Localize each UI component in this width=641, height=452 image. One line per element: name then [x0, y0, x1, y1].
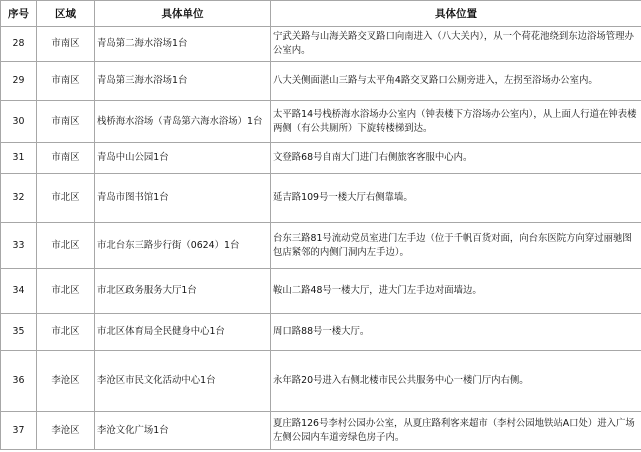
row-location: 文登路68号自南大门进门右侧旅客客服中心内。: [271, 143, 641, 174]
row-district: 市北区: [37, 269, 95, 314]
row-no: 28: [1, 27, 37, 62]
table-row: [1, 101, 641, 143]
row-location: 太平路14号栈桥海水浴场办公室内（钟表楼下方浴场办公室内），从上面人行道在钟表楼两侧（有公共厕所）下旋转楼梯到达。: [271, 101, 641, 143]
row-unit: 李沧文化广场1台: [95, 412, 271, 450]
row-unit: 栈桥海水浴场（青岛第六海水浴场）1台: [95, 101, 271, 143]
row-unit: 市北区政务服务大厅1台: [95, 269, 271, 314]
table-row: [1, 62, 641, 101]
header-unit: 具体单位: [95, 1, 271, 27]
row-location: 夏庄路126号李村公园办公室，从夏庄路利客来超市（李村公园地铁站A口处）进入广场左侧公园内车道旁绿色房子内。: [271, 412, 641, 450]
row-unit: 市北台东三路步行街（0624）1台: [95, 223, 271, 269]
header-no: 序号: [1, 1, 37, 27]
row-district: 市北区: [37, 174, 95, 223]
row-district: 市北区: [37, 314, 95, 351]
table-row: [1, 314, 641, 351]
row-no: 29: [1, 62, 37, 101]
row-location: 八大关侧面湛山三路与太平角4路交叉路口公厕旁进入，左拐至浴场办公室内。: [271, 62, 641, 101]
row-no: 32: [1, 174, 37, 223]
table-row: [1, 223, 641, 269]
row-no: 36: [1, 351, 37, 412]
row-location: 鞍山二路48号一楼大厅，进大门左手边对面墙边。: [271, 269, 641, 314]
row-unit: 青岛第三海水浴场1台: [95, 62, 271, 101]
table-row: [1, 143, 641, 174]
row-no: 30: [1, 101, 37, 143]
row-unit: 青岛第二海水浴场1台: [95, 27, 271, 62]
row-location: 台东三路81号流动党员室进门左手边（位于千帆百货对面，向台东医院方向穿过丽驰图包店紧邻的内侧门洞内左手边）。: [271, 223, 641, 269]
row-district: 市北区: [37, 223, 95, 269]
row-unit: 李沧区市民文化活动中心1台: [95, 351, 271, 412]
row-district: 市南区: [37, 27, 95, 62]
row-district: 市南区: [37, 143, 95, 174]
table-row: [1, 412, 641, 450]
row-no: 37: [1, 412, 37, 450]
row-location: 延吉路109号一楼大厅右侧靠墙。: [271, 174, 641, 223]
row-no: 33: [1, 223, 37, 269]
table-row: [1, 27, 641, 62]
table-header-row: [1, 1, 641, 27]
table-row: [1, 351, 641, 412]
row-no: 35: [1, 314, 37, 351]
row-no: 34: [1, 269, 37, 314]
table-row: [1, 174, 641, 223]
row-location: 永年路20号进入右侧北楼市民公共服务中心一楼门厅内右侧。: [271, 351, 641, 412]
header-district: 区域: [37, 1, 95, 27]
header-location: 具体位置: [271, 1, 641, 27]
row-district: 市南区: [37, 101, 95, 143]
row-unit: 青岛中山公园1台: [95, 143, 271, 174]
row-unit: 市北区体育局全民健身中心1台: [95, 314, 271, 351]
row-district: 李沧区: [37, 412, 95, 450]
row-location: 宁武关路与山海关路交叉路口向南进入（八大关内），从一个荷花池绕到东边浴场管理办公室内。: [271, 27, 641, 62]
row-district: 市南区: [37, 62, 95, 101]
table-row: [1, 269, 641, 314]
row-no: 31: [1, 143, 37, 174]
row-location: 周口路88号一楼大厅。: [271, 314, 641, 351]
row-unit: 青岛市图书馆1台: [95, 174, 271, 223]
row-district: 李沧区: [37, 351, 95, 412]
